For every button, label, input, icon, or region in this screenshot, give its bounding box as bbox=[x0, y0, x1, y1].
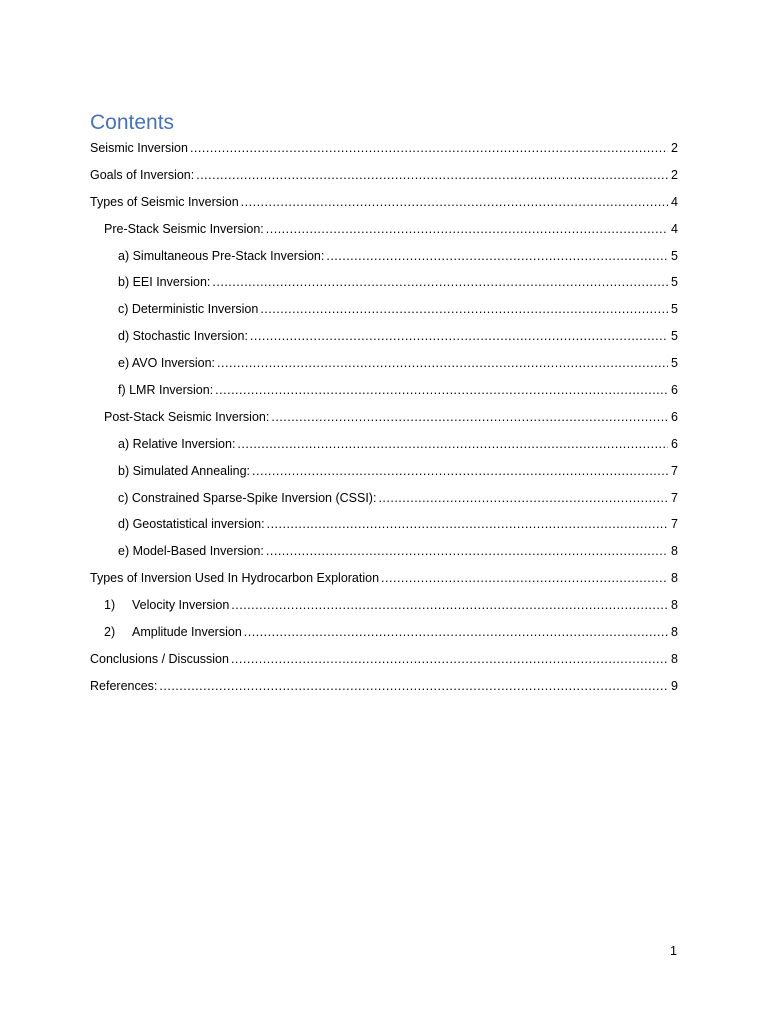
toc-dot-leader bbox=[196, 166, 668, 184]
toc-entry-label: Types of Seismic Inversion bbox=[90, 194, 239, 209]
toc-entry-page: 6 bbox=[671, 383, 678, 398]
toc-entry-amplitude-inversion[interactable] bbox=[90, 623, 678, 650]
toc-dot-leader bbox=[266, 542, 668, 560]
toc-entry-velocity-inversion[interactable] bbox=[90, 596, 678, 623]
toc-dot-leader bbox=[237, 435, 668, 453]
toc-entry-stochastic-inversion[interactable] bbox=[90, 327, 678, 354]
toc-dot-leader bbox=[190, 139, 668, 157]
toc-entry-geostatistical-inversion[interactable] bbox=[90, 515, 678, 542]
toc-dot-leader bbox=[215, 381, 668, 399]
toc-entry-page: 5 bbox=[671, 248, 678, 263]
toc-entry-page: 5 bbox=[671, 302, 678, 317]
toc-entry-page: 9 bbox=[671, 678, 678, 693]
toc-entry-label: Velocity Inversion bbox=[132, 598, 230, 613]
toc-dot-leader bbox=[252, 462, 668, 480]
toc-entry-label: Goals of Inversion: bbox=[90, 167, 195, 182]
toc-entry-page: 5 bbox=[671, 275, 678, 290]
toc-entry-deterministic-inversion[interactable] bbox=[90, 300, 678, 327]
toc-entry-seismic-inversion[interactable] bbox=[90, 139, 678, 166]
toc-entry-label: e) AVO Inversion: bbox=[118, 356, 216, 371]
toc-entry-constrained-sparse-spike-inversion[interactable] bbox=[90, 489, 678, 516]
page-number: 1 bbox=[670, 944, 677, 958]
toc-entry-model-based-inversion[interactable] bbox=[90, 542, 678, 569]
toc-entry-label: Conclusions / Discussion bbox=[90, 651, 229, 666]
toc-entry-page: 4 bbox=[671, 221, 678, 236]
toc-entry-page: 8 bbox=[671, 625, 678, 640]
toc-entry-page: 2 bbox=[671, 167, 678, 182]
toc-entry-goals-of-inversion[interactable] bbox=[90, 166, 678, 193]
toc-entry-page: 8 bbox=[671, 598, 678, 613]
toc-entry-label: d) Stochastic Inversion: bbox=[118, 329, 248, 344]
toc-dot-leader bbox=[266, 220, 668, 238]
toc-dot-leader bbox=[217, 354, 668, 372]
toc-entry-label: c) Constrained Sparse-Spike Inversion (CSSI): bbox=[118, 490, 377, 505]
toc-dot-leader bbox=[381, 569, 668, 587]
toc-entry-page: 5 bbox=[671, 356, 678, 371]
toc-entry-simultaneous-pre-stack-inversion[interactable] bbox=[90, 247, 678, 274]
toc-entry-relative-inversion[interactable] bbox=[90, 435, 678, 462]
toc-entry-types-of-inversion-hydrocarbon[interactable] bbox=[90, 569, 678, 596]
toc-entry-simulated-annealing[interactable] bbox=[90, 462, 678, 489]
toc-dot-leader bbox=[212, 273, 668, 291]
toc-entry-page: 5 bbox=[671, 329, 678, 344]
toc-entry-page: 6 bbox=[671, 436, 678, 451]
toc-heading: Contents bbox=[90, 111, 175, 134]
toc-entry-label: Seismic Inversion bbox=[90, 141, 188, 155]
toc-entry-label: a) Relative Inversion: bbox=[118, 436, 236, 451]
toc-entry-label: References: bbox=[90, 678, 158, 693]
toc-entry-references[interactable] bbox=[90, 677, 678, 704]
toc-entry-post-stack-seismic-inversion[interactable] bbox=[90, 408, 678, 435]
toc-dot-leader bbox=[326, 247, 668, 265]
toc-entry-label: e) Model-Based Inversion: bbox=[118, 544, 264, 559]
toc-entry-label: d) Geostatistical inversion: bbox=[118, 517, 265, 532]
toc-entry-page: 4 bbox=[671, 194, 678, 209]
toc-entry-page: 7 bbox=[671, 463, 678, 478]
toc-entry-avo-inversion[interactable] bbox=[90, 354, 678, 381]
toc-dot-leader bbox=[260, 300, 668, 318]
toc-entry-label: f) LMR Inversion: bbox=[118, 383, 214, 398]
toc-entry-page: 8 bbox=[671, 651, 678, 666]
toc-entry-lmr-inversion[interactable] bbox=[90, 381, 678, 408]
toc-entry-label: b) EEI Inversion: bbox=[118, 275, 211, 290]
toc-entry-label: c) Deterministic Inversion bbox=[118, 302, 259, 317]
toc-entry-number: 1) bbox=[104, 598, 116, 613]
toc-entry-page: 8 bbox=[671, 544, 678, 559]
toc-entry-eei-inversion[interactable] bbox=[90, 273, 678, 300]
toc-dot-leader bbox=[231, 650, 668, 668]
toc-entry-types-of-seismic-inversion[interactable] bbox=[90, 193, 678, 220]
toc-entry-page: 6 bbox=[671, 409, 678, 424]
toc-dot-leader bbox=[267, 515, 668, 533]
toc-entry-pre-stack-seismic-inversion[interactable] bbox=[90, 220, 678, 247]
toc-entry-page: 8 bbox=[671, 571, 678, 586]
toc-dot-leader bbox=[244, 623, 668, 641]
toc-entry-page: 2 bbox=[671, 141, 678, 155]
toc-dot-leader bbox=[250, 327, 668, 345]
toc-entry-label: Types of Inversion Used In Hydrocarbon Exploration bbox=[90, 571, 380, 586]
toc-entry-page: 7 bbox=[671, 517, 678, 532]
table-of-contents bbox=[90, 139, 678, 704]
toc-entry-number: 2) bbox=[104, 625, 116, 640]
toc-dot-leader bbox=[241, 193, 668, 211]
toc-entry-label: Pre-Stack Seismic Inversion: bbox=[104, 221, 264, 236]
toc-dot-leader bbox=[378, 489, 668, 507]
toc-entry-label: Post-Stack Seismic Inversion: bbox=[104, 409, 270, 424]
toc-entry-label: a) Simultaneous Pre-Stack Inversion: bbox=[118, 248, 325, 263]
toc-dot-leader bbox=[231, 596, 668, 614]
toc-dot-leader bbox=[271, 408, 668, 426]
toc-dot-leader bbox=[159, 677, 668, 695]
toc-entry-label: Amplitude Inversion bbox=[132, 625, 242, 640]
toc-entry-label: b) Simulated Annealing: bbox=[118, 463, 251, 478]
toc-entry-conclusions-discussion[interactable] bbox=[90, 650, 678, 677]
toc-entry-page: 7 bbox=[671, 490, 678, 505]
